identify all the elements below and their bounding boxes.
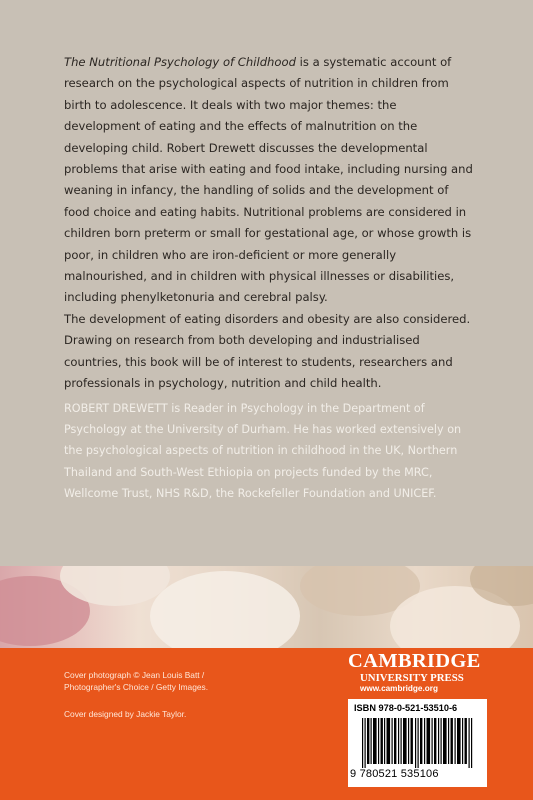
photo-credit-line-2: Photographer's Choice / Getty Images.: [64, 682, 209, 693]
design-credit: Cover designed by Jackie Taylor.: [64, 708, 187, 719]
description-paragraph-2: The development of eating disorders and obesity are also considered. Drawing on research from both developing and industrialised countries, this book will be of interest to students, researchers and professionals in psychology, nutrition and child health.: [64, 311, 471, 391]
barcode-digits: 9 780521 535106: [350, 768, 439, 780]
description-paragraph-1: [64, 52, 474, 309]
isbn-barcode-panel: [348, 699, 487, 787]
publisher-name: CAMBRIDGE: [348, 650, 481, 672]
photo-credit-line-1: Cover photograph © Jean Louis Batt /: [64, 670, 205, 680]
barcode-icon: [354, 718, 481, 768]
book-title: The Nutritional Psychology of Childhood: [64, 55, 296, 69]
photo-petal: [150, 571, 300, 648]
author-bio: ROBERT DREWETT is Reader in Psychology in the Department of Psychology at the University of Durham. He has worked extensively on the psychological aspects of nutrition in childhood in the UK, Northern Thailand and South-West Ethiopia on projects funded by the MRC, Wellcome Trust, NHS R&D, the Rockefeller Foundation and UNICEF.: [64, 402, 462, 500]
publisher-url: www.cambridge.org: [360, 684, 438, 693]
isbn-label: ISBN 978-0-521-53510-6: [354, 703, 458, 713]
cover-photograph: [0, 566, 533, 648]
cover-credits: [64, 669, 208, 720]
book-description: [64, 52, 474, 395]
publisher-logo: [348, 651, 488, 694]
description-text: is a systematic account of research on the psychological aspects of nutrition in children from birth to adolescence. It deals with two major themes: the development of eating and the effects of malnutrition on the developing child. Robert Drewett discusses the developmental problems that arise with eating and food intake, including nursing and weaning in infancy, the handling of solids and the development of food choice and eating habits. Nutritional problems are considered in children born preterm or small for gestational age, or whose growth is poor, in children who are iron-deficient or more generally malnourished, and in children with physical illnesses or disabilities, including phenylketonuria and cerebral palsy.: [64, 55, 473, 305]
publisher-subname: UNIVERSITY PRESS: [360, 672, 464, 684]
